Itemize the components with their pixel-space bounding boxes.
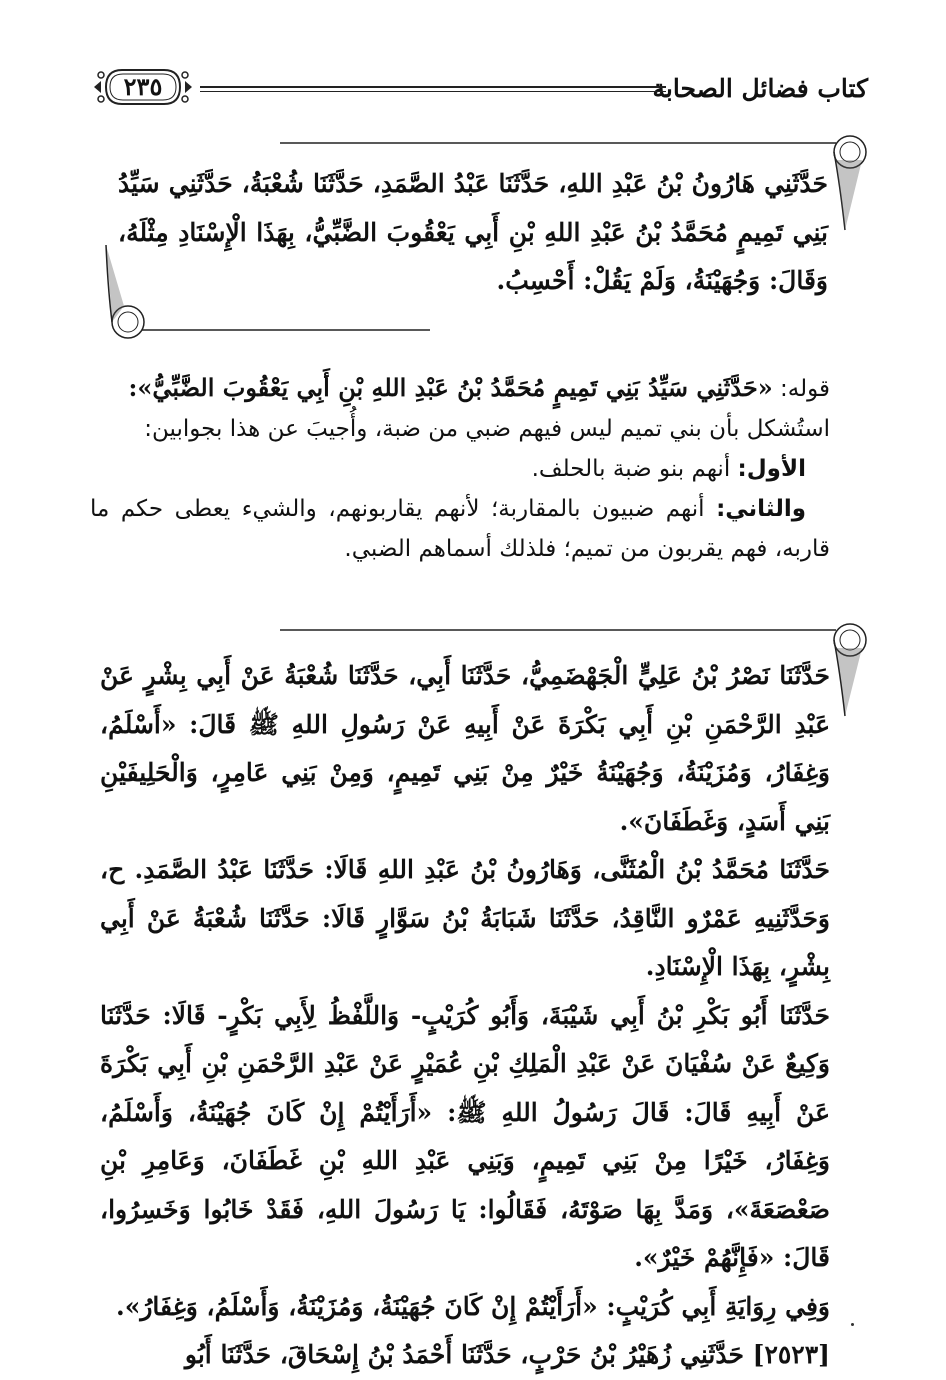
commentary-line-1 xyxy=(90,368,830,409)
hadith-block-2 xyxy=(100,652,830,1380)
commentary-second-answer xyxy=(90,489,830,569)
commentary-block xyxy=(90,368,830,569)
hadith-paragraph-2: حَدَّثَنَا مُحَمَّدُ بْنُ الْمُثَنَّى، وَهَارُونُ بْنُ عَبْدِ اللهِ قَالَا: حَدَّثَنَا عَبْدُ الصَّمَدِ. ح، وَحَدَّثَنِيهِ عَمْرٌو النَّاقِدُ، حَدَّثَنَا شَبَابَةُ بْنُ سَوَّارٍ قَالَا: حَدَّثَنَا شُعْبَةُ عَنْ أَبِي بِشْرٍ، بِهَذَا الْإِسْنَادِ. xyxy=(100,855,830,981)
hadith-paragraph-5: [٢٥٢٣] حَدَّثَنِي زُهَيْرُ بْنُ حَرْبٍ، حَدَّثَنَا أَحْمَدُ بْنُ إِسْحَاقَ، حَدَّثَنَا أَبُو xyxy=(184,1340,830,1369)
page-number: ٢٣٥ xyxy=(123,72,163,101)
first-answer-text: أنهم بنو ضبة بالحلف. xyxy=(531,456,731,482)
second-answer-label: والثاني: xyxy=(716,496,807,522)
commentary-line-2: استُشكل بأن بني تميم ليس فيهم ضبي من ضبة، وأُجيبَ عن هذا بجوابين: xyxy=(144,416,830,442)
commentary-quote: «حَدَّثَنِي سَيِّدُ بَنِي تَمِيمٍ مُحَمَّدُ بْنُ عَبْدِ اللهِ بْنِ أَبِي يَعْقُوبَ الضَّبِّيُّ»: xyxy=(128,373,773,402)
second-answer-text: أنهم ضبيون بالمقاربة؛ لأنهم يقاربونهم، والشيء يعطى حكم ما قاربه، فهم يقربون من تميم؛ فلذلك أسماهم الضبي. xyxy=(90,496,830,562)
commentary-prefix: قوله: xyxy=(780,376,830,402)
first-answer-label: الأول: xyxy=(737,456,806,482)
hadith-text: حَدَّثَنِي هَارُونُ بْنُ عَبْدِ اللهِ، حَدَّثَنَا عَبْدُ الصَّمَدِ، حَدَّثَنَا شُعْبَةُ، حَدَّثَنِي سَيِّدُ بَنِي تَمِيمٍ مُحَمَّدُ بْنُ عَبْدِ اللهِ بْنِ أَبِي يَعْقُوبَ الضَّبِّيُّ، بِهَذَا الْإِسْنَادِ مِثْلَهُ، وَقَالَ: وَجُهَيْنَةُ، وَلَمْ يَقُلْ: أَحْسِبُ. xyxy=(118,169,828,295)
hadith-paragraph-3: حَدَّثَنَا أَبُو بَكْرِ بْنُ أَبِي شَيْبَةَ، وَأَبُو كُرَيْبٍ- وَاللَّفْظُ لِأَبِي بَكْرٍ- قَالَا: حَدَّثَنَا وَكِيعٌ عَنْ سُفْيَانَ عَنْ عَبْدِ الْمَلِكِ بْنِ عُمَيْرٍ عَنْ عَبْدِ الرَّحْمَنِ بْنِ أَبِي بَكْرَةَ عَنْ أَبِيهِ قَالَ: قَالَ رَسُولُ اللهِ ﷺ: «أَرَأَيْتُمْ إِنْ كَانَ جُهَيْنَةُ، وَأَسْلَمُ، وَغِفَارُ، خَيْرًا مِنْ بَنِي تَمِيمٍ، وَبَنِي عَبْدِ اللهِ بْنِ غَطَفَانَ، وَعَامِرِ بْنِ صَعْصَعَةَ»، وَمَدَّ بِهَا صَوْتَهُ، فَقَالُوا: يَا رَسُولَ اللهِ، فَقَدْ خَابُوا وَخَسِرُوا، قَالَ: «فَإِنَّهُمْ خَيْرٌ». xyxy=(100,1000,830,1272)
book-title: كتاب فضائل الصحابة xyxy=(652,74,868,103)
scan-speck xyxy=(851,1323,854,1326)
commentary-first-answer xyxy=(90,449,830,489)
hadith-paragraph-1: حَدَّثَنَا نَصْرُ بْنُ عَلِيٍّ الْجَهْضَمِيُّ، حَدَّثَنَا أَبِي، حَدَّثَنَا شُعْبَةُ عَنْ أَبِي بِشْرٍ عَنْ عَبْدِ الرَّحْمَنِ بْنِ أَبِي بَكْرَةَ عَنْ أَبِيهِ عَنْ رَسُولِ اللهِ ﷺ قَالَ: «أَسْلَمُ، وَغِفَارُ، وَمُزَيْنَةُ، وَجُهَيْنَةُ خَيْرٌ مِنْ بَنِي تَمِيمٍ، وَمِنْ بَنِي عَامِرٍ، وَالْحَلِيفَيْنِ بَنِي أَسَدٍ، وَغَطَفَانَ». xyxy=(100,661,830,836)
hadith-paragraph-4: وَفِي رِوَايَةِ أَبِي كُرَيْبٍ: «أَرَأَيْتُمْ إِنْ كَانَ جُهَيْنَةُ، وَمُزَيْنَةُ، وَأَسْلَمُ، وَغِفَارُ». xyxy=(116,1291,830,1321)
hadith-block-1 xyxy=(118,160,828,306)
